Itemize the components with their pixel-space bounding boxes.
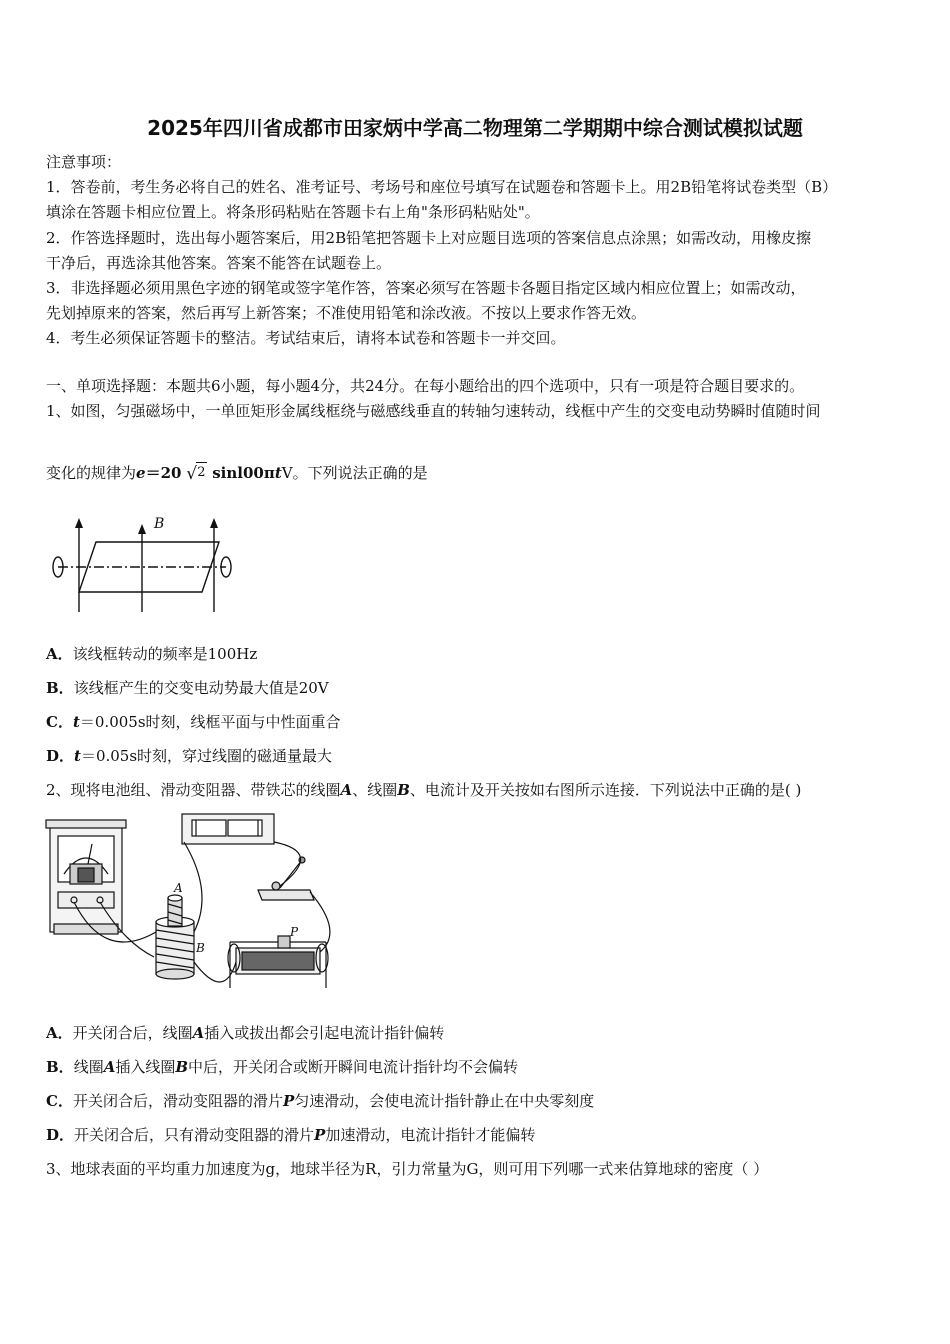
option-key: D． [46,747,75,765]
option-text: 该线框转动的频率是100Hz [72,645,258,663]
option-var: P [282,1092,295,1110]
option-text: 线圈 [73,1058,104,1076]
q2-option-b [46,1057,518,1077]
option-text: 开关闭合后，滑动变阻器的滑片 [72,1092,283,1110]
option-var: A [103,1058,116,1076]
option-text: ＝0.05s时刻，穿过线圈的磁通量最大 [80,747,333,765]
q1-var-t: t [274,464,282,482]
section-heading: 一、单项选择题：本题共6小题，每小题4分，共24分。在每小题给出的四个选项中，只有一项是符合题目要求的。 [46,377,805,395]
notice-line: 3．非选择题必须用黑色字迹的钢笔或签字笔作答，答案必须写在答题卡各题目指定区域内相应位置上；如需改动， [46,279,806,297]
notice-line: 2．作答选择题时，选出每小题答案后，用2B铅笔把答题卡上对应题目选项的答案信息点涂黑；如需改动，用橡皮擦 [46,229,812,247]
notice-line: 填涂在答题卡相应位置上。将条形码粘贴在答题卡右上角"条形码粘贴处"。 [46,203,540,221]
q2-option-c [46,1091,594,1111]
option-text: ＝0.005s时刻，线框平面与中性面重合 [79,713,341,731]
option-key: C． [46,713,73,731]
field-label-b: B [154,516,165,532]
q2-figure-circuit [44,812,334,1004]
notice-heading: 注意事项： [46,153,122,171]
q1-text: V。下列说法正确的是 [281,464,428,482]
option-text: 匀速滑动，会使电流计指针静止在中央零刻度 [294,1092,595,1110]
q2-var: A [340,781,353,799]
option-text: 该线框产生的交变电动势最大值是20V [73,679,329,697]
q1-option-a [46,644,257,664]
option-key: A． [46,645,73,663]
option-key: C． [46,1092,73,1110]
q2-text: 、电流计及开关按如右图所示连接．下列说法中正确的是( ) [409,781,802,799]
coil-b-label: B [196,941,205,955]
notice-line: 1．答卷前，考生务必将自己的姓名、准考证号、考场号和座位号填写在试题卷和答题卡上。用2B铅笔将试卷类型（B） [46,178,838,196]
q1-text: ＝20 [145,464,182,482]
q2-text: 、线圈 [352,781,398,799]
option-var: A [192,1024,205,1042]
option-text: 中后，开关闭合或断开瞬间电流计指针均不会偏转 [188,1058,519,1076]
option-key: B． [46,679,74,697]
q1-stem-line1: 1、如图，匀强磁场中，一单匝矩形金属线框绕与磁感线垂直的转轴匀速转动，线框中产生的交变电动势瞬时值随时间 [46,402,821,420]
option-var: P [314,1126,326,1144]
q1-option-d [46,746,332,766]
q2-text: 2、现将电池组、滑动变阻器、带铁芯的线圈 [46,781,341,799]
q1-var-e: e [136,464,146,482]
coil-a-label: A [174,881,183,895]
q2-stem [46,780,801,800]
option-key: D． [46,1126,75,1144]
option-var: t [72,713,80,731]
option-text: 插入线圈 [115,1058,176,1076]
q2-option-a [46,1023,444,1043]
q3-stem: 3、地球表面的平均重力加速度为g，地球半径为R，引力常量为G，则可用下列哪一式来估算地球的密度（ ） [46,1160,769,1178]
notice-line: 4．考生必须保证答题卡的整洁。考试结束后，请将本试卷和答题卡一并交回。 [46,329,566,347]
page-title: 2025年四川省成都市田家炳中学高二物理第二学期期中综合测试模拟试题 [147,116,803,140]
option-key: A． [46,1024,73,1042]
option-text: 开关闭合后，只有滑动变阻器的滑片 [74,1126,315,1144]
option-var: B [175,1058,189,1076]
option-text: 插入或拔出都会引起电流计指针偏转 [204,1024,445,1042]
q2-var: B [397,781,410,799]
radical-sign-icon: √ [186,464,198,484]
sqrt-radicand: 2 [196,462,206,483]
q1-figure-rotating-frame [44,512,240,616]
option-text: 加速滑动，电流计指针才能偏转 [325,1126,536,1144]
q1-option-c [46,712,341,732]
q1-stem-line2 [46,463,428,483]
q1-option-b [46,678,329,698]
notice-line: 干净后，再选涂其他答案。答案不能答在试题卷上。 [46,254,392,272]
q1-text: 变化的规律为 [46,464,137,482]
option-text: 开关闭合后，线圈 [72,1024,193,1042]
option-var: t [74,747,81,765]
slider-p-label: P [290,925,299,939]
notice-line: 先划掉原来的答案，然后再写上新答案；不准使用铅笔和涂改液。不按以上要求作答无效。 [46,304,647,322]
q2-option-d [46,1125,535,1145]
q1-text: sinl00π [212,464,275,482]
option-key: B． [46,1058,74,1076]
